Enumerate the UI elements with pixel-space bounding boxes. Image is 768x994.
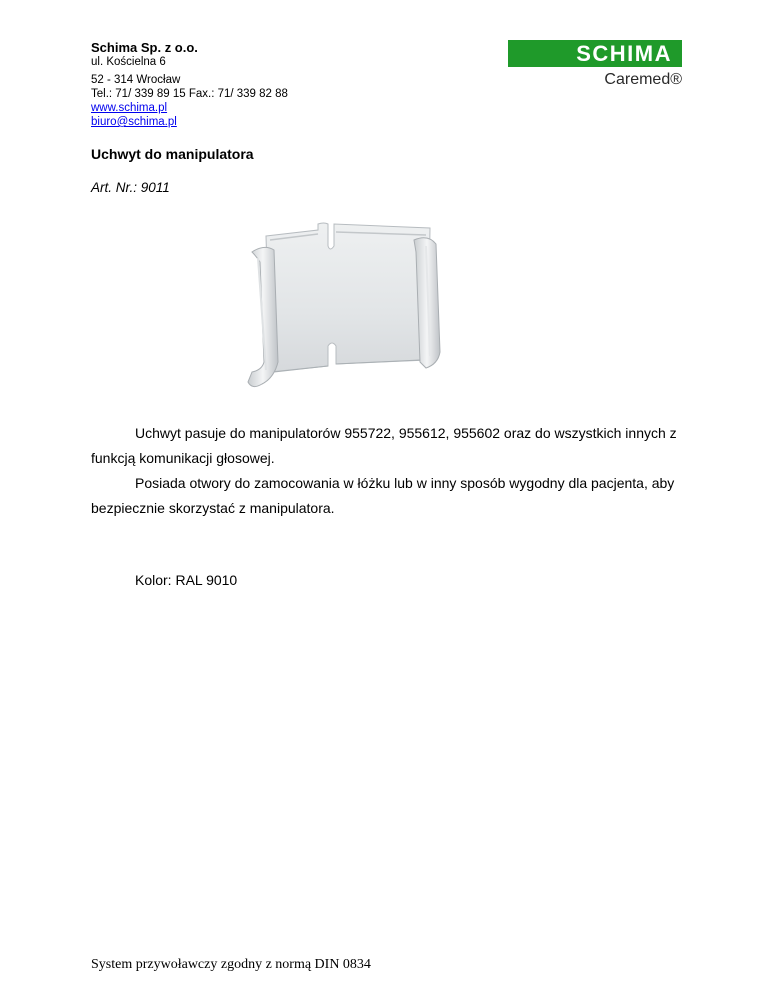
description-paragraph-2: Posiada otwory do zamocowania w łóżku lub w inny sposób wygodny dla pacjenta, aby bezpiecznie skorzystać z manipulatora. <box>91 475 675 516</box>
company-name: Schima Sp. z o.o. <box>91 40 198 55</box>
company-info <box>91 40 431 129</box>
description-paragraph-1: Uchwyt pasuje do manipulatorów 955722, 955612, 955602 oraz do wszystkich innych z funkcją komunikacji głosowej. <box>91 425 677 466</box>
product-color: Kolor: RAL 9010 <box>135 572 238 588</box>
logo-subtitle: Caremed® <box>604 71 682 88</box>
company-street: ul. Kościelna 6 <box>91 56 166 68</box>
email-link[interactable]: biuro@schima.pl <box>91 116 177 128</box>
article-number: Art. Nr.: 9011 <box>91 180 170 195</box>
schima-logo <box>508 40 682 89</box>
product-image <box>244 222 442 394</box>
product-description <box>91 421 691 521</box>
website-link[interactable]: www.schima.pl <box>91 102 168 114</box>
product-title: Uchwyt do manipulatora <box>91 146 254 162</box>
company-phone: Tel.: 71/ 339 89 15 Fax.: 71/ 339 82 88 <box>91 88 288 100</box>
footer-text: System przywoławczy zgodny z normą DIN 0834 <box>91 957 371 972</box>
logo-brand: SCHIMA <box>508 40 682 67</box>
company-city: 52 - 314 Wrocław <box>91 74 181 86</box>
